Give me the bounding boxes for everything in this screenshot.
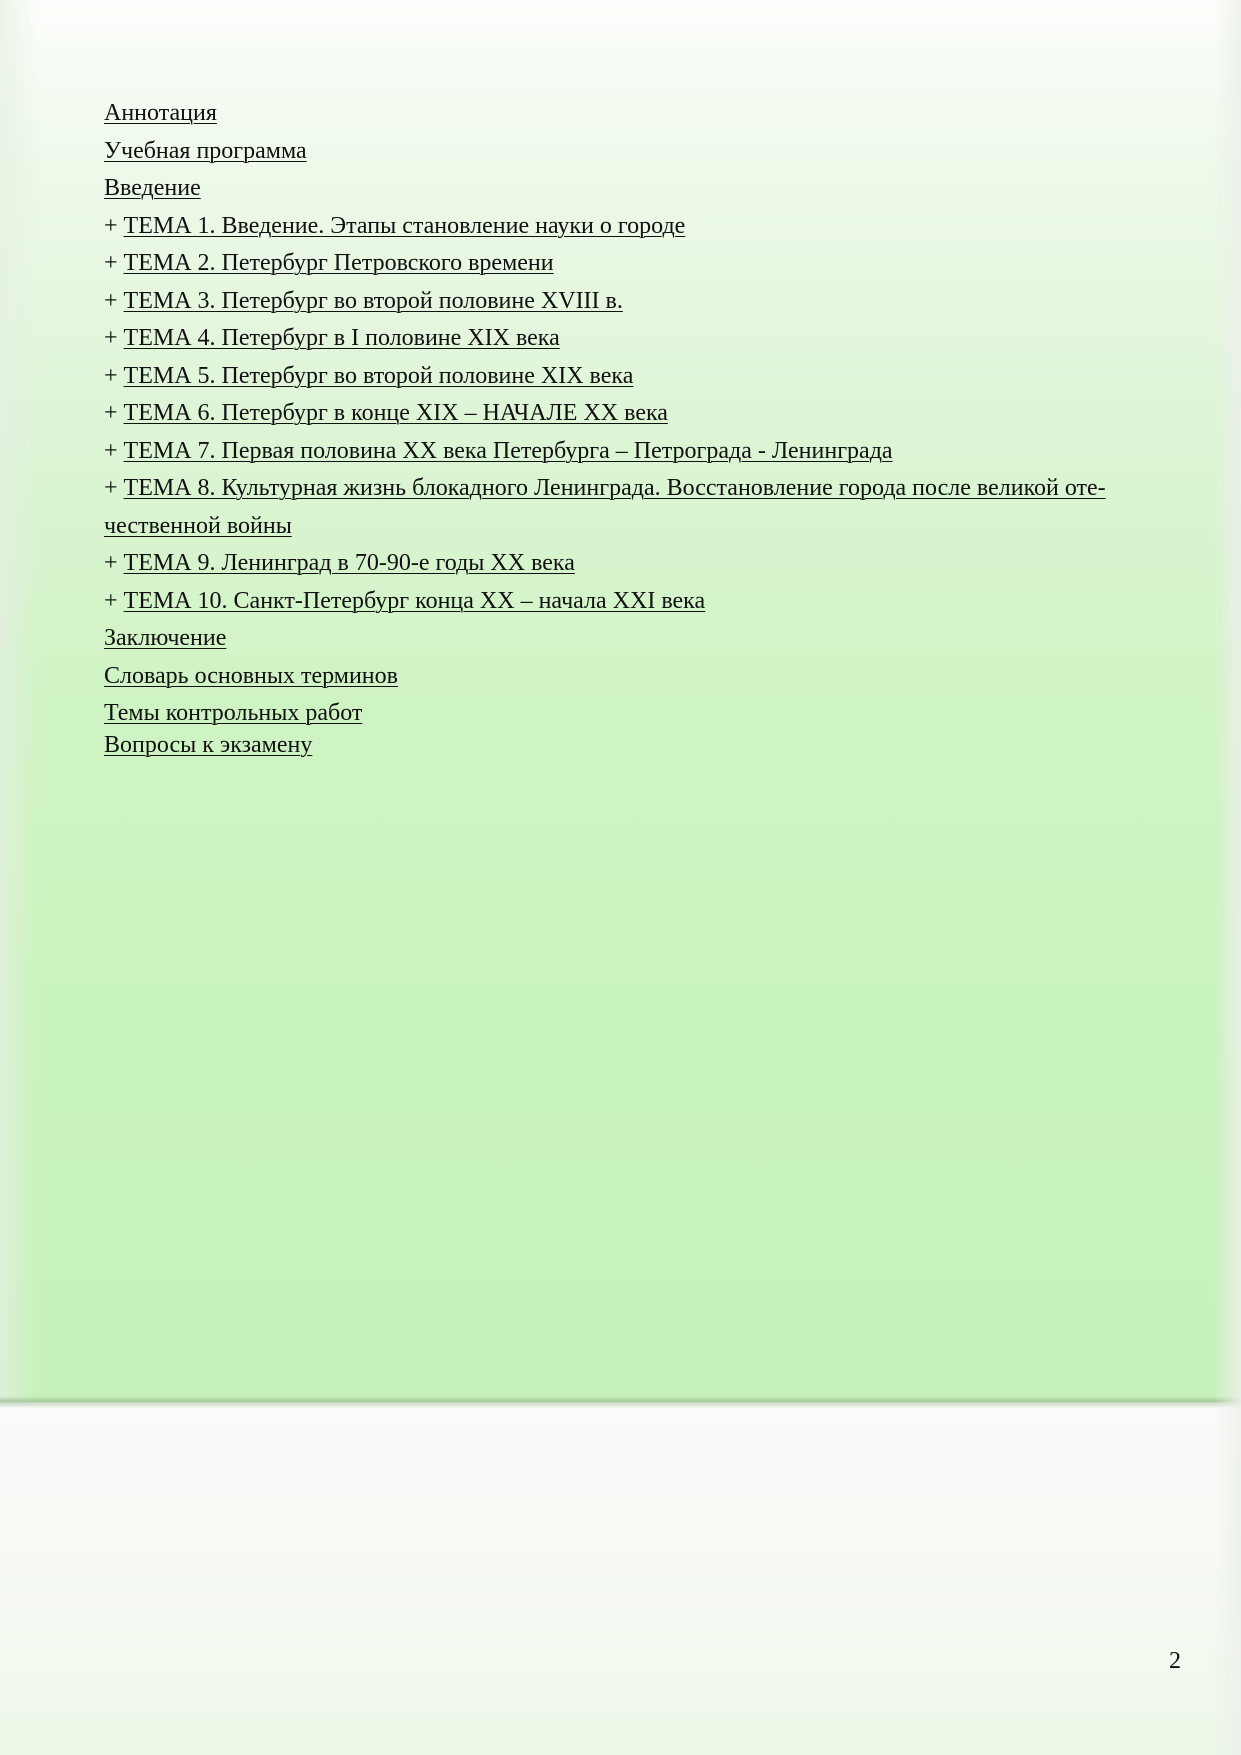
expand-toggle[interactable]: +	[104, 587, 124, 614]
toc-link-topic-4[interactable]: ТЕМА 4. Петербург в I половине XIX века	[123, 325, 560, 351]
toc-link-topic-9[interactable]: ТЕМА 9. Ленинград в 70-90-е годы XX века	[123, 550, 575, 576]
table-of-contents	[104, 95, 1164, 759]
expand-toggle[interactable]: +	[104, 287, 124, 314]
toc-link-topic-8[interactable]: ТЕМА 8. Культурная жизнь блокадного Ленинграда. Восстановление города после великой оте-чественной войны	[104, 475, 1106, 539]
toc-item-exam-questions	[104, 731, 1164, 759]
expand-toggle[interactable]: +	[104, 475, 124, 501]
lower-page-area	[0, 1408, 1241, 1755]
toc-link-topic-5[interactable]: ТЕМА 5. Петербург во второй половине XIX века	[123, 362, 634, 389]
toc-link-glossary[interactable]: Словарь основных терминов	[104, 662, 398, 689]
expand-toggle[interactable]: +	[104, 437, 124, 464]
toc-item-curriculum	[104, 133, 1164, 171]
toc-link-conclusion[interactable]: Заключение	[104, 625, 227, 651]
toc-item-topic-1	[104, 208, 1164, 246]
toc-link-topic-7[interactable]: ТЕМА 7. Первая половина XX века Петербурга – Петрограда - Ленинграда	[123, 437, 893, 464]
toc-link-topic-10[interactable]: ТЕМА 10. Санкт-Петербург конца XX – начала XXI века	[123, 587, 706, 614]
expand-toggle[interactable]: +	[104, 250, 124, 276]
toc-item-annotation	[104, 95, 1164, 133]
expand-toggle[interactable]: +	[104, 212, 124, 239]
toc-link-exam-questions[interactable]: Вопросы к экзамену	[104, 731, 313, 758]
toc-item-topic-3	[104, 283, 1164, 321]
expand-toggle[interactable]: +	[104, 362, 124, 389]
toc-link-test-topics[interactable]: Темы контрольных работ	[104, 700, 363, 726]
toc-link-topic-2[interactable]: ТЕМА 2. Петербург Петровского времени	[123, 250, 554, 276]
toc-link-curriculum[interactable]: Учебная программа	[104, 137, 307, 164]
toc-item-test-topics	[104, 695, 1164, 733]
toc-link-topic-6[interactable]: ТЕМА 6. Петербург в конце XIX – НАЧАЛЕ XX века	[123, 400, 668, 426]
toc-item-topic-4	[104, 320, 1164, 358]
page-number: 2	[1169, 1648, 1181, 1674]
toc-item-topic-10	[104, 583, 1164, 621]
right-shadow	[1213, 0, 1241, 1755]
panel-bottom-edge	[0, 1396, 1241, 1408]
toc-link-introduction[interactable]: Введение	[104, 175, 201, 201]
toc-item-topic-6	[104, 395, 1164, 433]
toc-item-conclusion	[104, 620, 1164, 658]
toc-link-topic-1[interactable]: ТЕМА 1. Введение. Этапы становление науки о городе	[123, 212, 686, 239]
left-shadow	[0, 0, 40, 1402]
toc-link-topic-3[interactable]: ТЕМА 3. Петербург во второй половине XVIII в.	[123, 287, 623, 314]
toc-item-topic-2	[104, 245, 1164, 283]
expand-toggle[interactable]: +	[104, 400, 124, 426]
expand-toggle[interactable]: +	[104, 325, 124, 351]
toc-item-topic-7	[104, 433, 1164, 471]
toc-item-topic-5	[104, 358, 1164, 396]
toc-item-topic-8	[104, 470, 1164, 545]
toc-item-introduction	[104, 170, 1164, 208]
toc-item-glossary	[104, 658, 1164, 696]
expand-toggle[interactable]: +	[104, 550, 124, 576]
toc-item-topic-9	[104, 545, 1164, 583]
toc-link-annotation[interactable]: Аннотация	[104, 100, 217, 126]
